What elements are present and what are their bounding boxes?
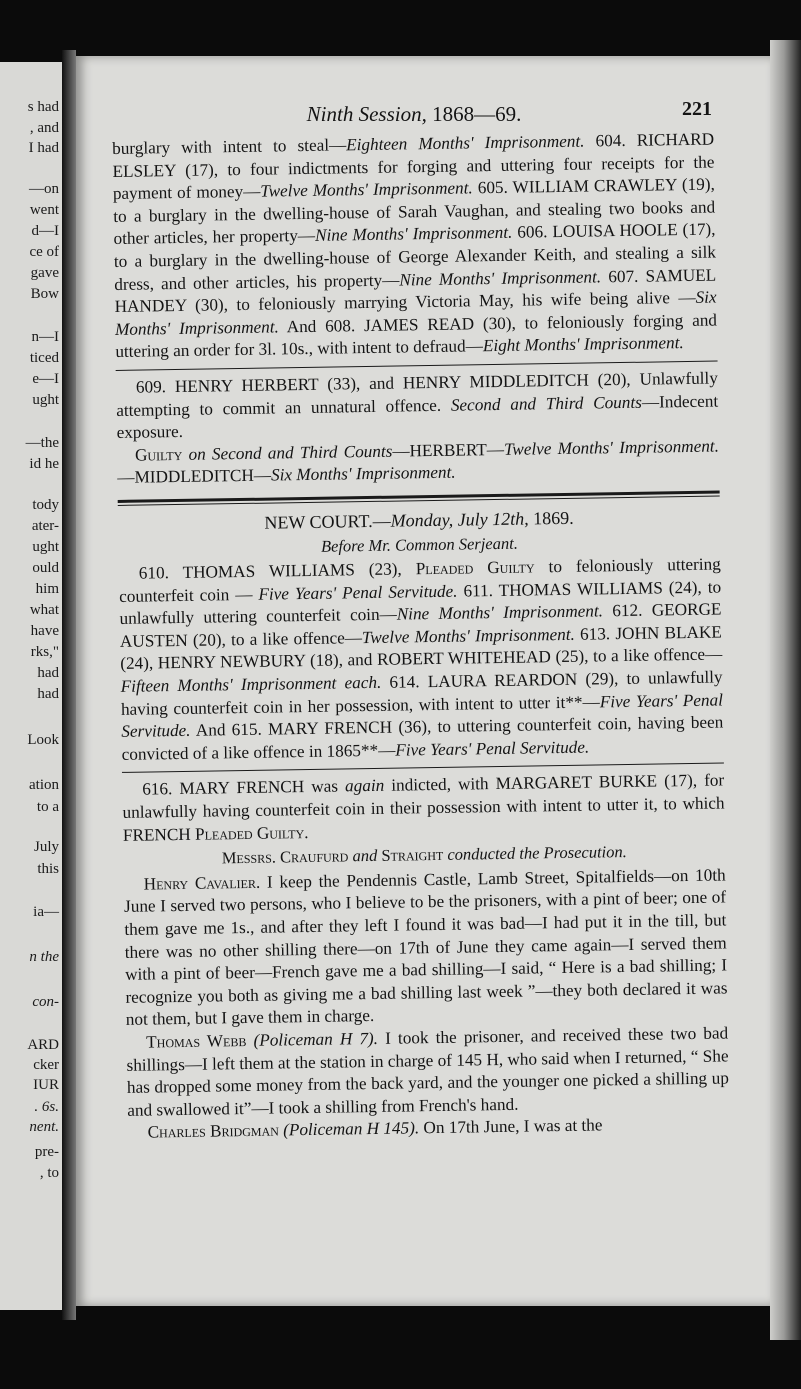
left-page-fragment: e—I bbox=[32, 371, 59, 387]
left-page-fragment: , and bbox=[29, 120, 59, 136]
left-page-fragment: rks," bbox=[30, 644, 59, 660]
left-page-fragment: went bbox=[29, 202, 59, 218]
left-page-fragment: what bbox=[29, 602, 59, 618]
left-page-fragment: . 6s. bbox=[34, 1099, 59, 1115]
left-page-fragment: ARD bbox=[27, 1037, 59, 1053]
testimony-bridgman: Charles Bridgman (Policeman H 145). On 17th June, I was at the bbox=[147, 1115, 603, 1142]
court-heading: NEW COURT.—Monday, July 12th, 1869. bbox=[264, 507, 574, 533]
session-years: 1868—69. bbox=[432, 102, 522, 126]
sentences-paragraph: burglary with intent to steal—Eighteen Months' Imprisonment. 604. RICHARD ELSLEY (17), to four indictments for forging and uttering four receipts for the payment of money—Twelve Months' Imprisonment. 605. WILLIAM CRAWLEY (19), to a burglary in the dwelling-house of Sarah Vaughan, and stealing two books and other articles, her property—Nine Months' Imprisonment. 606. LOUISA HOOLE (17), to a burglary in the dwelling-house of George Alexander Keith, and stealing a silk dress, and other articles, his property—Nine Months' Imprisonment. 607. SAMUEL HANDEY (30), to feloniously marrying Victoria May, his wife being alive —Six Months' Imprisonment. And 608. JAMES READ (30), to feloniously forging and uttering an order for 3l. 10s., with intent to defraud—Eight Months' Imprisonment. bbox=[112, 129, 718, 362]
left-page-fragment: id he bbox=[29, 456, 59, 472]
left-page-fragment: ater- bbox=[31, 518, 59, 534]
left-page-fragment: pre- bbox=[34, 1144, 59, 1160]
testimony-cavalier: Henry Cavalier. I keep the Pendennis Castle, Lamb Street, Spitalfields—on 10th June I served two persons, who I believe to be the prisoners, with a pint of beer; one of them gave me 1s., and after they left I found it was bad—I had put it in the till, but there was no other shilling there—on 17th of June they came again—I served them with a pint of beer—French gave me a bad shilling—I said, “ Here is a bad shilling; I recognize you both as giving me a bad shilling last week ”—they both declared it was not them, but I gave them in charge. bbox=[123, 865, 728, 1030]
session-title: Ninth Session, bbox=[306, 102, 427, 126]
testimony-webb: Thomas Webb (Policeman H 7). I took the prisoner, and received these two bad shillings—I left them at the station in charge of 145 H, who said when I returned, “ She has dropped some money from the back yard, and the younger one picked a shilling up and swallowed it”—I took a shilling from French's hand. bbox=[126, 1023, 729, 1120]
left-page-fragment: July bbox=[33, 839, 59, 855]
left-page-fragment: —the bbox=[25, 435, 59, 451]
previous-page-edge bbox=[0, 62, 62, 1310]
left-page-fragment: ticed bbox=[29, 350, 59, 366]
left-page-fragment: I had bbox=[28, 140, 59, 156]
left-page-fragment: had bbox=[37, 665, 59, 681]
left-page-fragment: cker bbox=[33, 1057, 59, 1073]
left-page-fragment: have bbox=[30, 623, 59, 639]
left-page-fragment: had bbox=[37, 686, 59, 702]
left-page-fragment: ught bbox=[32, 392, 59, 408]
presiding-judge: Before Mr. Common Serjeant. bbox=[320, 533, 519, 556]
left-page-fragment: todу bbox=[32, 497, 59, 513]
book-gutter bbox=[62, 50, 76, 1320]
left-page-fragment: ation bbox=[29, 777, 59, 793]
left-page-fragment: d—I bbox=[31, 223, 59, 239]
page-body bbox=[112, 129, 730, 1145]
left-page-fragment: this bbox=[37, 861, 59, 877]
case-616-paragraph: 616. MARY FRENCH was again indicted, with MARGARET BURKE (17), for unlawfully having counterfeit coin in their possession with intent to utter it, to which FRENCH Pleaded Guilty. bbox=[122, 770, 725, 845]
running-title bbox=[110, 102, 718, 127]
case-609-verdict: Guilty on Second and Third Counts—HERBERT—Twelve Months' Imprisonment.—MIDDLEDITCH—Six Months' Imprisonment. bbox=[117, 436, 720, 488]
page-number: 221 bbox=[682, 98, 712, 120]
left-page-fragment: nent. bbox=[29, 1119, 59, 1135]
left-page-fragment: con- bbox=[32, 994, 59, 1010]
left-page-fragment: ught bbox=[32, 539, 59, 555]
left-page-fragment: , to bbox=[39, 1165, 59, 1181]
left-page-fragment: s had bbox=[27, 99, 59, 115]
left-page-fragment: Bow bbox=[30, 286, 59, 302]
left-page-fragment: ce of bbox=[29, 244, 59, 260]
left-page-fragment: —on bbox=[29, 181, 59, 197]
left-page-fragment: n the bbox=[29, 949, 59, 965]
left-page-fragment: ia— bbox=[33, 904, 59, 920]
left-page-fragment: IUR bbox=[33, 1077, 59, 1093]
page-stack-edge bbox=[770, 40, 801, 1340]
left-page-fragment: him bbox=[35, 581, 59, 597]
left-page-fragment: ould bbox=[32, 560, 59, 576]
case-609-paragraph: 609. HENRY HERBERT (33), and HENRY MIDDLEDITCH (20), Unlawfully attempting to commit an unnatural offence. Second and Third Counts—Indecent exposure. bbox=[116, 368, 719, 443]
left-page-fragment: to a bbox=[36, 799, 59, 815]
left-page-fragment: gave bbox=[30, 265, 59, 281]
page-header bbox=[110, 98, 718, 130]
left-page-fragment: Look bbox=[27, 732, 59, 748]
prosecution-counsel: Messrs. Craufurd and Straight conducted the Prosecution. bbox=[221, 842, 627, 868]
cases-610-615-paragraph: 610. THOMAS WILLIAMS (23), Pleaded Guilty to feloniously uttering counterfeit coin — Five Years' Penal Servitude. 611. THOMAS WILLIAMS (24), to unlawfully uttering counterfeit coin—Nine Months' Imprisonment. 612. GEORGE AUSTEN (20), to a like offence—Twelve Months' Imprisonment. 613. JOHN BLAKE (24), HENRY NEWBURY (18), and ROBERT WHITEHEAD (25), to a like offence—Fifteen Months' Imprisonment each. 614. LAURA REARDON (29), to unlawfully having counterfeit coin in her possession, with intent to utter it**—Five Years' Penal Servitude. And 615. MARY FRENCH (36), to uttering counterfeit coin, having been convicted of a like offence in 1865**—Five Years' Penal Servitude. bbox=[119, 554, 724, 764]
left-page-fragment: n—I bbox=[31, 329, 59, 345]
